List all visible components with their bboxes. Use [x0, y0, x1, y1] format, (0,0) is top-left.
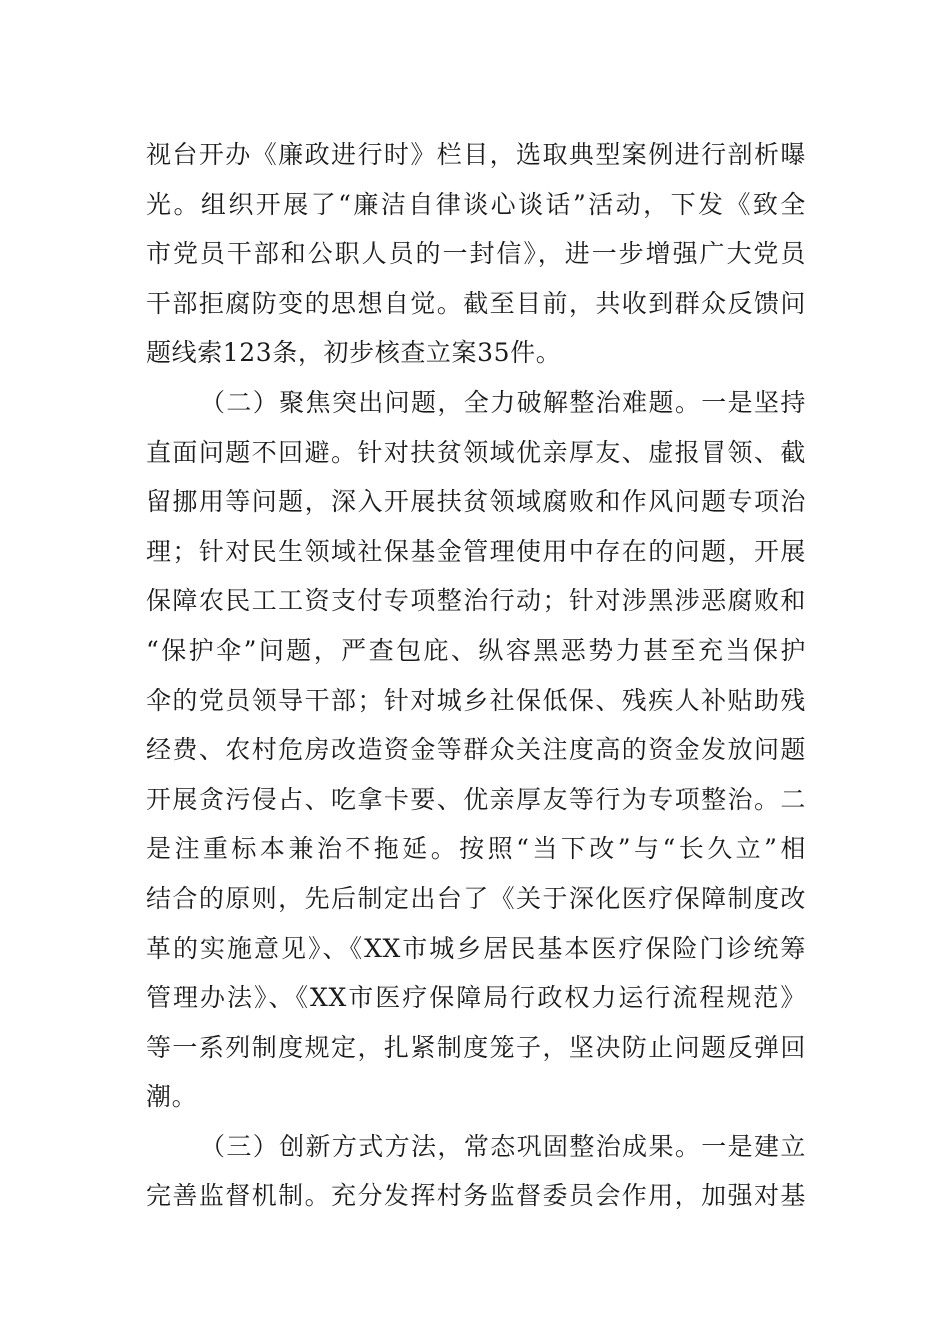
- text-line: 经费、农村危房改造资金等群众关注度高的资金发放问题: [146, 735, 806, 765]
- text-line: 理；针对民生领域社保基金管理使用中存在的问题，开展: [146, 536, 806, 566]
- text-line: （二）聚焦突出问题，全力破解整治难题。一是坚持: [200, 387, 806, 417]
- text-line: 是注重标本兼治不拖延。按照“当下改”与“长久立”相: [146, 834, 806, 864]
- text-line: 结合的原则，先后制定出台了《关于深化医疗保障制度改: [146, 883, 806, 913]
- text-line: 光。组织开展了“廉洁自律谈心谈话”活动，下发《致全: [146, 189, 806, 219]
- text-line: 伞的党员领导干部；针对城乡社保低保、残疾人补贴助残: [146, 685, 806, 715]
- text-line: 革的实施意见》、《XX市城乡居民基本医疗保险门诊统筹: [146, 933, 806, 963]
- body-text: [146, 130, 806, 1221]
- text-line: 潮。: [146, 1082, 198, 1112]
- text-line: 直面问题不回避。针对扶贫领域优亲厚友、虚报冒领、截: [146, 437, 806, 467]
- text-line: 等一系列制度规定，扎紧制度笼子，坚决防止问题反弹回: [146, 1032, 806, 1062]
- text-line: 完善监督机制。充分发挥村务监督委员会作用，加强对基: [146, 1181, 806, 1211]
- text-line: 开展贪污侵占、吃拿卡要、优亲厚友等行为专项整治。二: [146, 784, 806, 814]
- text-line: 干部拒腐防变的思想自觉。截至目前，共收到群众反馈问: [146, 288, 806, 318]
- text-line: （三）创新方式方法，常态巩固整治成果。一是建立: [200, 1131, 806, 1161]
- text-line: “保护伞”问题，严查包庇、纵容黑恶势力甚至充当保护: [146, 635, 806, 665]
- text-line: 管理办法》、《XX市医疗保障局行政权力运行流程规范》: [146, 983, 806, 1013]
- text-line: 保障农民工工资支付专项整治行动；针对涉黑涉恶腐败和: [146, 586, 806, 616]
- text-line: 市党员干部和公职人员的一封信》，进一步增强广大党员: [146, 239, 806, 269]
- text-line: 视台开办《廉政进行时》栏目，选取典型案例进行剖析曝: [146, 140, 806, 169]
- text-line: 留挪用等问题，深入开展扶贫领域腐败和作风问题专项治: [146, 487, 806, 517]
- text-line: 题线索123条，初步核查立案35件。: [146, 338, 562, 368]
